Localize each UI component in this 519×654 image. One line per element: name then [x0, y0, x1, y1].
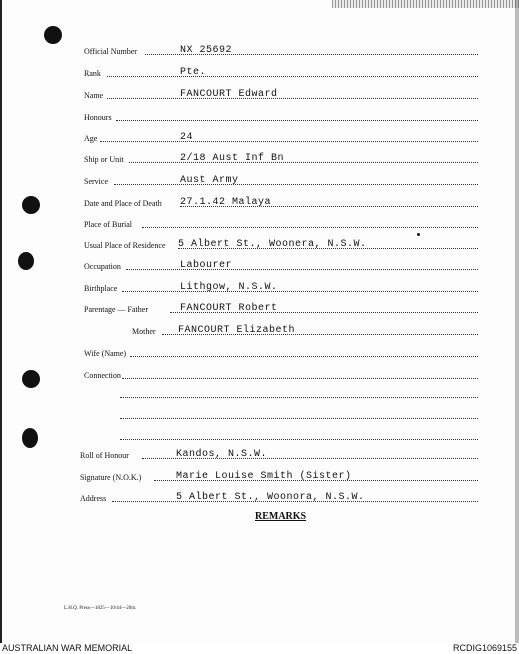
dotted-line: [142, 227, 478, 228]
dotted-line: [116, 120, 478, 121]
connection-blank-line: [2, 385, 519, 401]
field-label: Parentage — Father: [84, 305, 148, 314]
field-value: FANCOURT Elizabeth: [178, 325, 296, 336]
dotted-line: [122, 291, 478, 292]
field-value: NX 25692: [180, 45, 233, 56]
field-label: Place of Burial: [84, 220, 132, 229]
field-value: Lithgow, N.S.W.: [180, 282, 278, 293]
field-label: Official Number: [84, 47, 137, 56]
field-label: Ship or Unit: [84, 155, 124, 164]
field-father: [2, 300, 519, 316]
connection-blank-line: [2, 406, 519, 422]
field-value: Kandos, N.S.W.: [176, 449, 268, 460]
field-birthplace: [2, 279, 519, 295]
field-label: Birthplace: [84, 284, 118, 293]
connection-blank-line: [2, 427, 519, 443]
dotted-line: [126, 269, 478, 270]
field-value: 5 Albert St., Woonora, N.S.W.: [176, 492, 365, 503]
field-mother: [2, 322, 519, 338]
field-address: [2, 489, 519, 505]
field-name: [2, 86, 519, 102]
field-age: [2, 129, 519, 145]
archive-footer: [0, 643, 519, 654]
dotted-line: [107, 76, 478, 77]
field-label: Connection: [84, 371, 121, 380]
dotted-line: [100, 141, 478, 142]
scan-edge-artifact: [332, 0, 519, 8]
field-value: Labourer: [180, 260, 233, 271]
field-rank: [2, 64, 519, 80]
field-label: Mother: [132, 327, 156, 336]
field-value: 5 Albert St., Woonera, N.S.W.: [178, 239, 367, 250]
field-label: Name: [84, 91, 104, 100]
field-honours: [2, 108, 519, 124]
field-usual-residence: [2, 236, 519, 252]
dotted-line: [120, 439, 478, 440]
dotted-line: [130, 356, 478, 357]
field-label: Honours: [84, 113, 112, 122]
dotted-line: [107, 98, 478, 99]
field-label: Address: [80, 494, 107, 503]
field-place-of-burial: [2, 215, 519, 231]
printer-imprint: L.H.Q. Press—1825—10/44—20m.: [64, 606, 137, 611]
archive-name: AUSTRALIAN WAR MEMORIAL: [2, 643, 133, 653]
field-value: Marie Louise Smith (Sister): [176, 471, 352, 482]
field-label: Age: [84, 134, 98, 143]
field-label: Signature (N.O.K.): [80, 473, 142, 482]
field-label: Rank: [84, 69, 101, 78]
field-label: Roll of Honour: [80, 451, 129, 460]
field-connection: [2, 366, 519, 382]
field-date-place-death: [2, 194, 519, 210]
field-official-number: [2, 42, 519, 58]
remarks-heading: REMARKS: [255, 511, 307, 522]
field-occupation: [2, 257, 519, 273]
field-value: 24: [180, 132, 194, 143]
field-value: FANCOURT Edward: [180, 89, 278, 100]
ink-mark: [417, 233, 420, 236]
dotted-line: [114, 184, 478, 185]
dotted-line: [120, 397, 478, 398]
field-value: 2/18 Aust Inf Bn: [180, 153, 285, 164]
dotted-line: [120, 418, 478, 419]
field-value: FANCOURT Robert: [180, 303, 278, 314]
record-id: RCDIG1069155: [452, 643, 517, 653]
field-label: Usual Place of Residence: [84, 241, 166, 250]
field-value: Aust Army: [180, 175, 239, 186]
dotted-line: [122, 378, 478, 379]
field-service: [2, 172, 519, 188]
field-ship-or-unit: [2, 150, 519, 166]
field-label: Occupation: [84, 262, 121, 271]
field-value: Pte.: [180, 67, 207, 78]
field-label: Wife (Name): [84, 349, 127, 358]
field-signature-nok: [2, 468, 519, 484]
field-label: Service: [84, 177, 108, 186]
field-label: Date and Place of Death: [84, 199, 162, 208]
field-roll-of-honour: [2, 446, 519, 462]
field-value: 27.1.42 Malaya: [180, 197, 272, 208]
field-wife: [2, 344, 519, 360]
